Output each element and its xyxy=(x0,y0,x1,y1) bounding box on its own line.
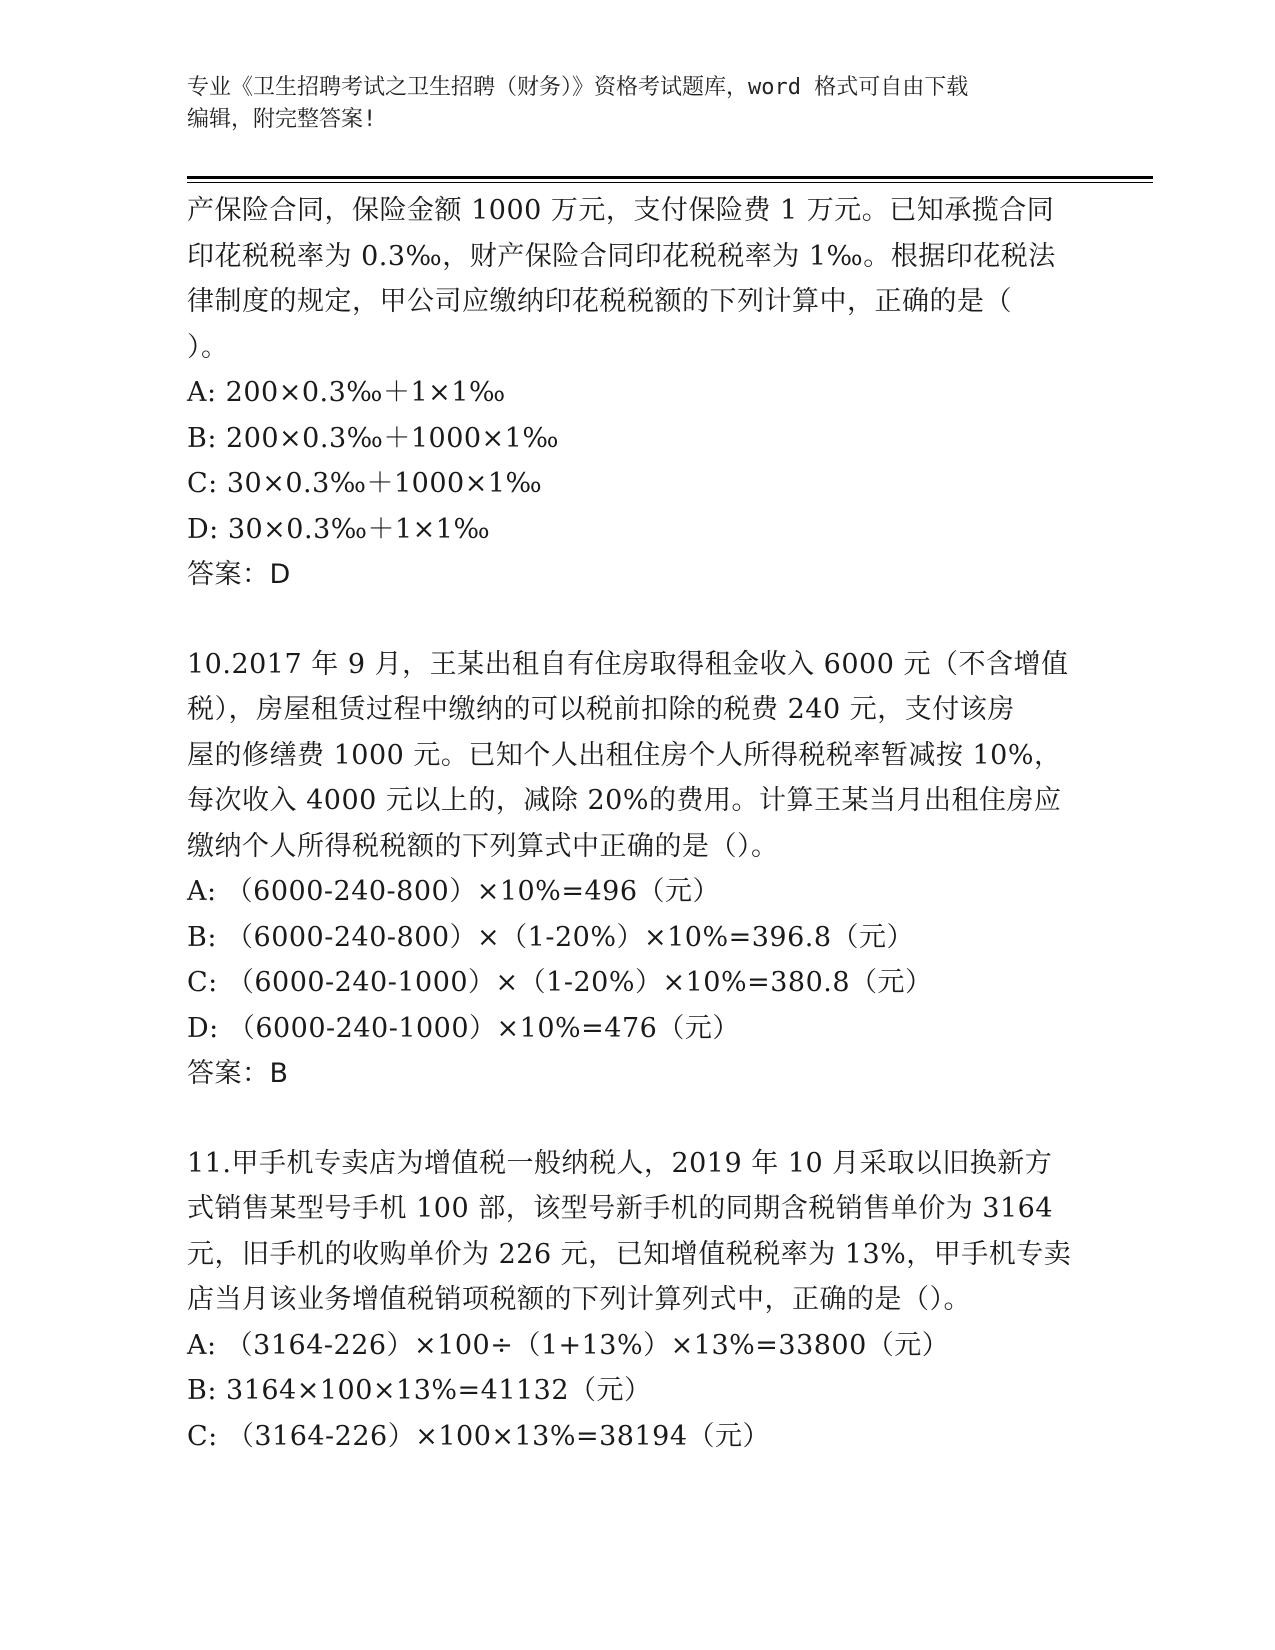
question-11-option-a: A: （3164-226）×100÷（1+13%）×13%=33800（元） xyxy=(187,1329,950,1361)
question-11-text-line: 式销售某型号手机 100 部，该型号新手机的同期含税销售单价为 3164 xyxy=(187,1193,1053,1224)
header-rule-thin xyxy=(187,182,1153,183)
question-9-option-a: A: 200×0.3‰＋1×1‰ xyxy=(187,377,506,408)
question-11-text-line: 11.甲手机专卖店为增值税一般纳税人，2019 年 10 月采取以旧换新方 xyxy=(187,1147,1053,1179)
question-11-text-line: 元，旧手机的收购单价为 226 元，已知增值税税率为 13%，甲手机专卖 xyxy=(187,1238,1072,1270)
question-10-text-line: 每次收入 4000 元以上的，减除 20%的费用。计算王某当月出租住房应 xyxy=(187,785,1062,816)
question-spacer xyxy=(187,598,1087,642)
question-10-answer: 答案：B xyxy=(187,1058,289,1089)
question-10-text-line: 缴纳个人所得税税额的下列算式中正确的是（）。 xyxy=(187,830,779,862)
question-9-answer: 答案：D xyxy=(187,559,291,590)
question-11-text-line: 店当月该业务增值税销项税额的下列计算列式中，正确的是（）。 xyxy=(187,1284,971,1315)
question-10-text-line: 税），房屋租赁过程中缴纳的可以税前扣除的税费 240 元，支付该房 xyxy=(187,694,1015,725)
header-line-1: 专业《卫生招聘考试之卫生招聘（财务）》资格考试题库，word 格式可自由下载 xyxy=(187,75,969,100)
question-9-text-line: 印花税税率为 0.3‰，财产保险合同印花税税率为 1‰。根据印花税法 xyxy=(187,240,1056,272)
question-9-text-line: 律制度的规定，甲公司应缴纳印花税税额的下列计算中，正确的是（ xyxy=(187,286,1012,317)
question-10-option-a: A: （6000-240-800）×10%=496（元） xyxy=(187,876,720,907)
question-11-option-b: B: 3164×100×13%=41132（元） xyxy=(187,1375,652,1406)
question-10-option-d: D: （6000-240-1000）×10%=476（元） xyxy=(187,1012,740,1044)
question-10-text-line: 屋的修缮费 1000 元。已知个人出租住房个人所得税税率暂减按 10%， xyxy=(187,739,1062,771)
question-11-block xyxy=(187,1141,1087,1460)
question-9-option-d: D: 30×0.3‰＋1×1‰ xyxy=(187,513,491,545)
question-10-option-b: B: （6000-240-800）×（1-20%）×10%=396.8（元） xyxy=(187,921,915,953)
header-line-2: 编辑，附完整答案! xyxy=(187,107,377,132)
question-10-block xyxy=(187,642,1087,1097)
page-header xyxy=(187,72,1067,136)
document-body xyxy=(187,188,1087,1459)
header-rule-thick xyxy=(187,176,1153,179)
question-9-block xyxy=(187,188,1087,598)
question-10-text-line: 10.2017 年 9 月，王某出租自有住房取得租金收入 6000 元（不含增值 xyxy=(187,648,1069,680)
question-9-option-c: C: 30×0.3‰＋1000×1‰ xyxy=(187,468,543,499)
question-10-option-c: C: （6000-240-1000）×（1-20%）×10%=380.8（元） xyxy=(187,967,933,998)
question-9-option-b: B: 200×0.3‰＋1000×1‰ xyxy=(187,422,560,454)
question-9-text-line: ）。 xyxy=(187,331,229,363)
question-11-option-c: C: （3164-226）×100×13%=38194（元） xyxy=(187,1420,771,1452)
question-spacer xyxy=(187,1097,1087,1141)
question-9-text-line: 产保险合同，保险金额 1000 万元，支付保险费 1 万元。已知承揽合同 xyxy=(187,195,1055,226)
